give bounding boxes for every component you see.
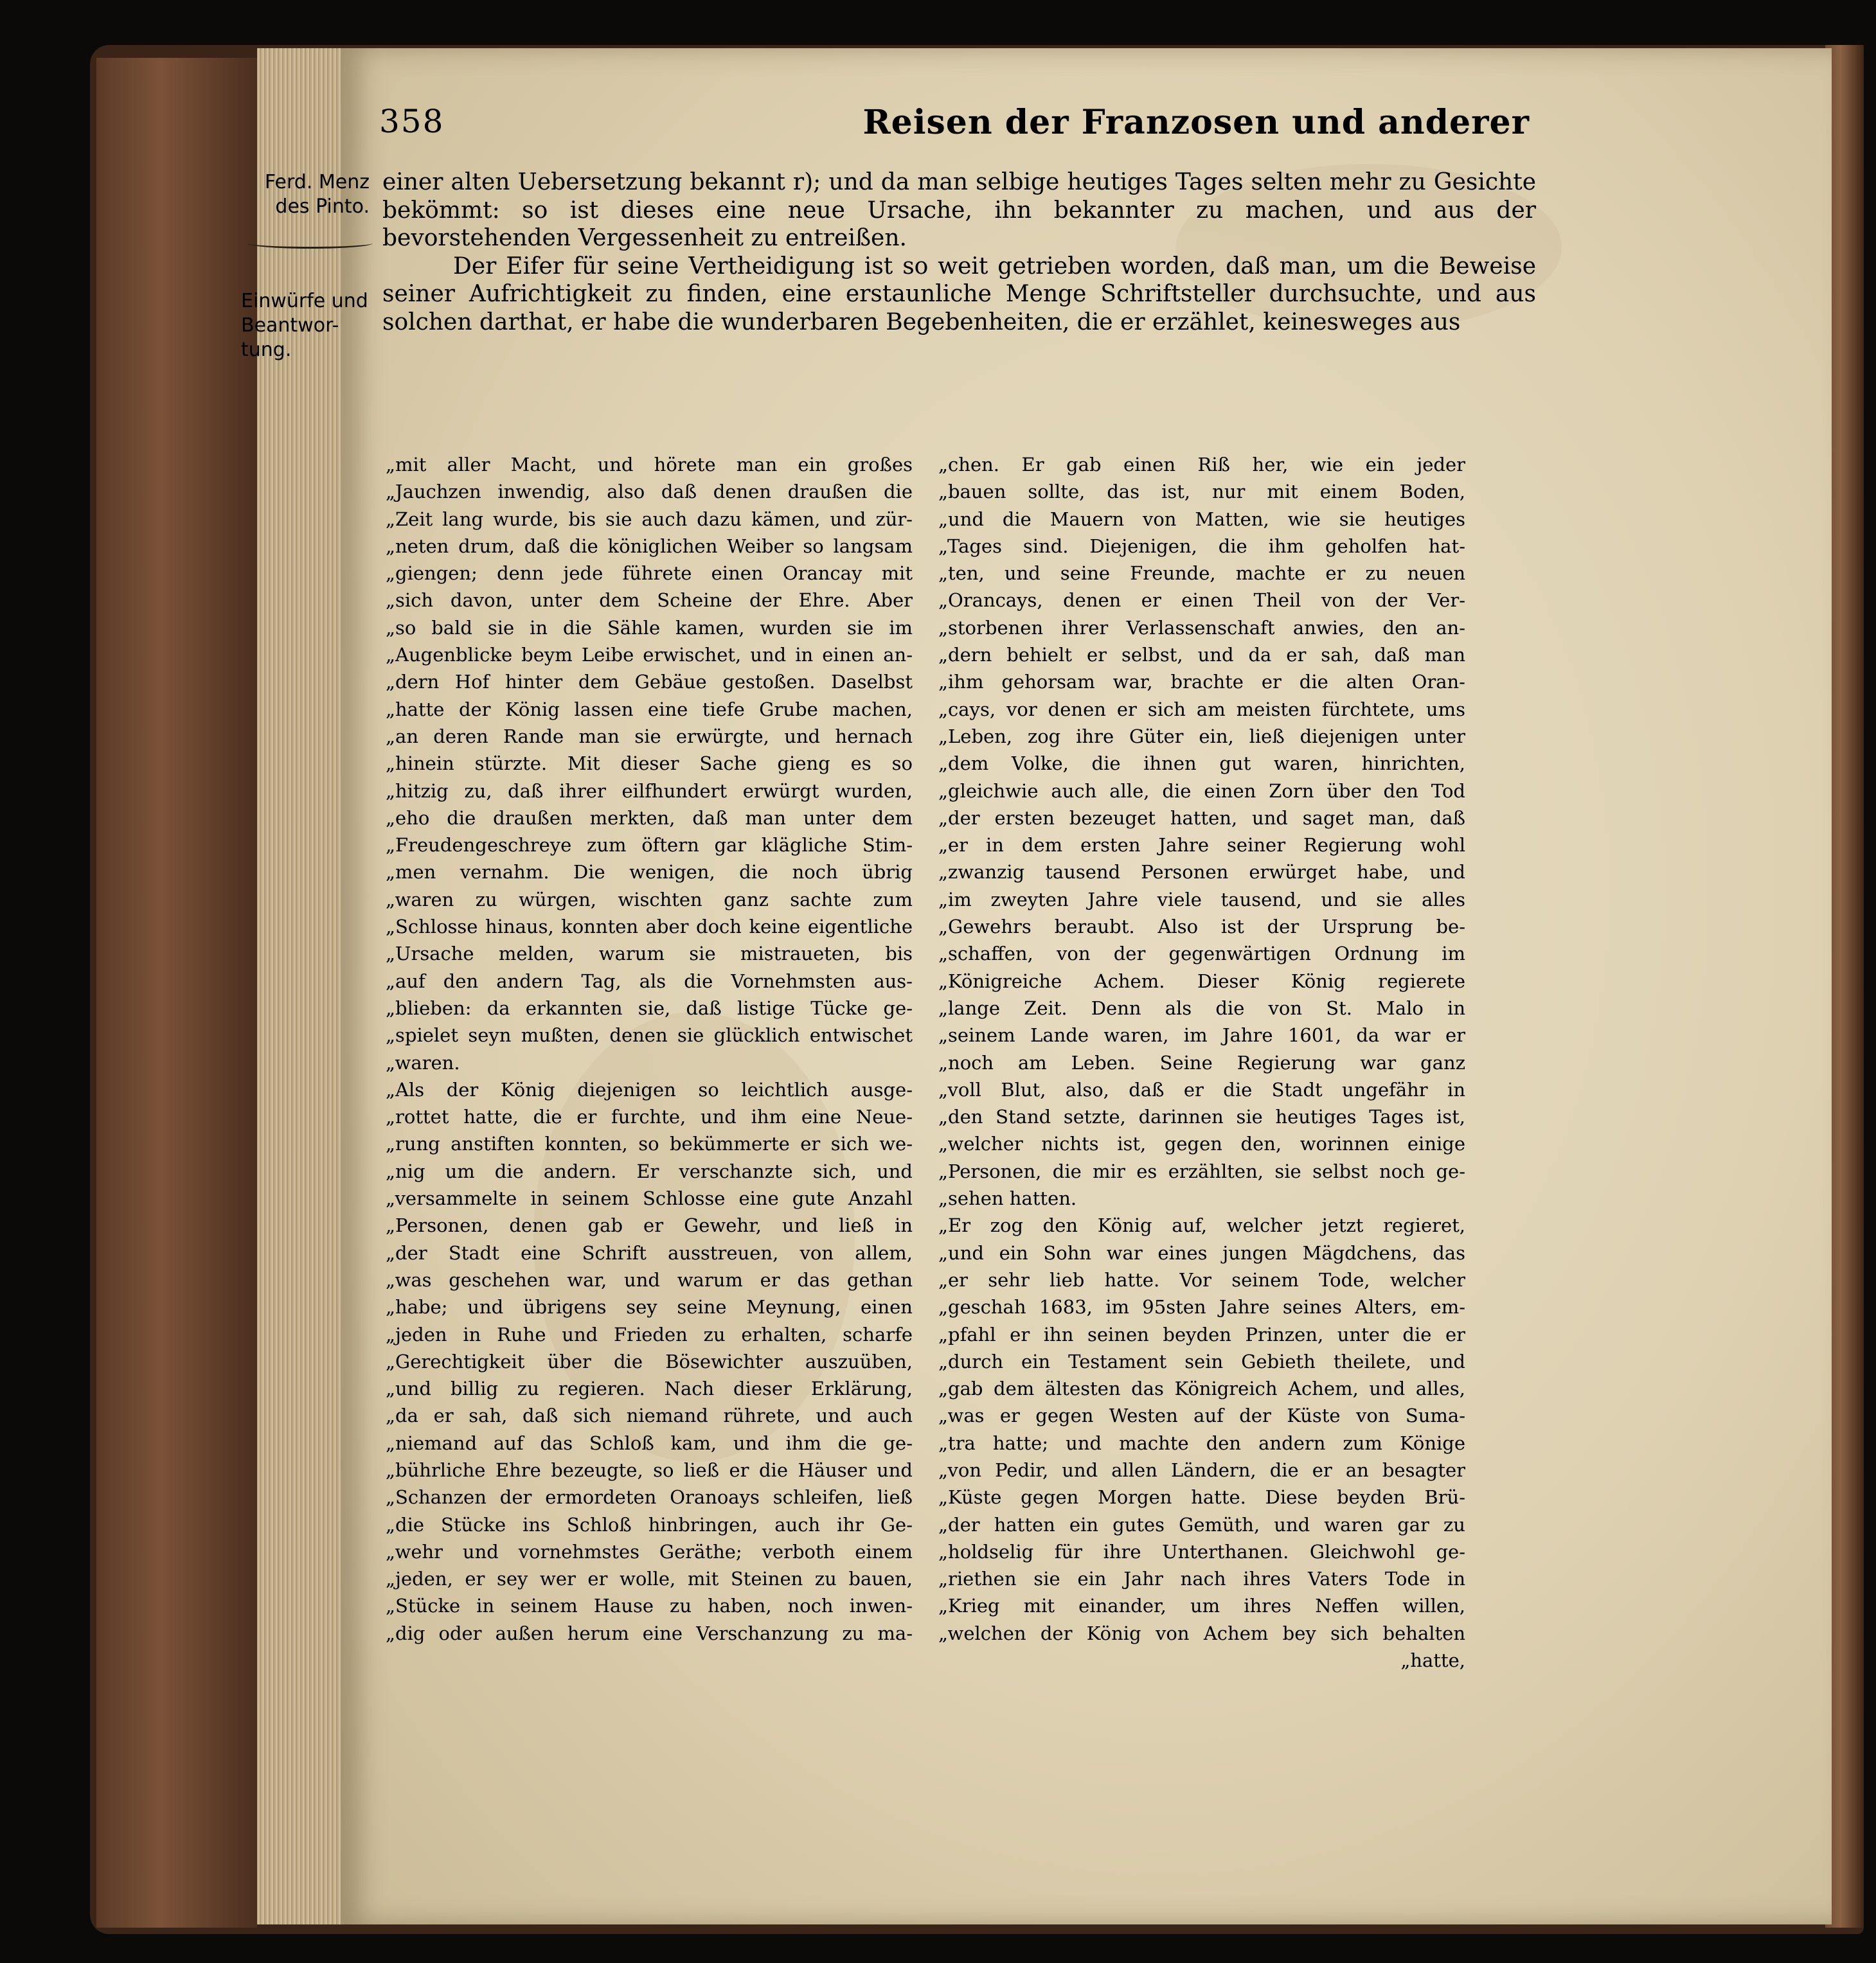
book-spine-edge — [96, 58, 257, 1928]
text-line: „was geschehen war, und warum er das gethan — [386, 1268, 913, 1291]
text-line: „durch ein Testament sein Gebieth theilete, und — [938, 1350, 1465, 1372]
text-line: „jeden, er sey wer er wolle, mit Steinen zu bauen, — [386, 1568, 913, 1590]
text-line: „schaffen, von der gegenwärtigen Ordnung im — [938, 943, 1465, 965]
text-line: „er sehr lieb hatte. Vor seinem Tode, welcher — [938, 1268, 1465, 1291]
text-line: „zwanzig tausend Personen erwürget habe, und — [938, 861, 1465, 884]
text-line: „Gerechtigkeit über die Bösewichter auszuüben, — [386, 1350, 913, 1372]
intro-paragraph-1: einer alten Uebersetzung bekannt r); und da man selbige heutiges Tages selten mehr zu Gesichte bekömmt: so ist dieses eine neue Ursache, ihn bekannter zu machen, und aus der bevorstehenden Vergessenheit zu entreißen. — [382, 169, 1536, 251]
text-line: „da er sah, daß sich niemand rührete, und auch — [386, 1405, 913, 1427]
text-line: „dem Volke, die ihnen gut waren, hinrichten, — [938, 752, 1465, 775]
text-line: „dig oder außen herum eine Verschanzung zu ma- — [386, 1622, 913, 1644]
text-line: „Küste gegen Morgen hatte. Diese beyden Brü- — [938, 1486, 1465, 1509]
text-line: „niemand auf das Schloß kam, und ihm die ge- — [386, 1432, 913, 1454]
text-line: „pfahl er ihn seinen beyden Prinzen, unter die er — [938, 1323, 1465, 1346]
text-line: „den Stand setzte, darinnen sie heutiges Tages ist, — [938, 1106, 1465, 1128]
text-line: „Gewehrs beraubt. Also ist der Ursprung be- — [938, 916, 1465, 938]
text-line: „gleichwie auch alle, die einen Zorn über den Tod — [938, 779, 1465, 802]
running-head — [379, 103, 1530, 154]
right-column — [938, 451, 1465, 1674]
text-line: „geschah 1683, im 95sten Jahre seines Alters, em- — [938, 1296, 1465, 1319]
text-line: „die Stücke ins Schloß hinbringen, auch ihr Ge- — [386, 1513, 913, 1536]
margin-note-topic: Einwürfe und Beantwor- tung. — [241, 290, 368, 361]
text-line: „waren. — [386, 1051, 460, 1074]
text-line: „storbenen ihrer Verlassenschaft anwies, den an- — [938, 616, 1465, 639]
text-line: „jeden in Ruhe und Frieden zu erhalten, scharfe — [386, 1323, 913, 1346]
text-line: „Er zog den König auf, welcher jetzt regieret, — [938, 1214, 1465, 1237]
intro-text — [382, 168, 1536, 336]
text-line: „rung anstiften konnten, so bekümmerte er sich we- — [386, 1133, 913, 1155]
text-line: „versammelte in seinem Schlosse eine gute Anzahl — [386, 1187, 913, 1210]
intro-paragraph-2: Der Eifer für seine Vertheidigung ist so weit getrieben worden, daß man, um die Beweise seiner Aufrichtigkeit zu finden, eine erstaunliche Menge Schriftsteller durchsuchte, und aus solchen darthat, er habe die wunderbaren Begebenheiten, die er erzählet, keinesweges aus — [382, 253, 1536, 335]
text-line: „mit aller Macht, und hörete man ein großes — [386, 454, 913, 475]
text-line: „Personen, denen gab er Gewehr, und ließ in — [386, 1214, 913, 1237]
text-line: „Orancays, denen er einen Theil von der Ver- — [938, 589, 1465, 612]
text-line: „giengen; denn jede führete einen Orancay mit — [386, 562, 913, 585]
text-line: „Als der König diejenigen so leichtlich ausge- — [386, 1078, 913, 1101]
text-line: „Königreiche Achem. Dieser König regierete — [938, 970, 1465, 992]
text-line: „Jauchzen inwendig, also daß denen draußen die — [386, 481, 913, 503]
text-line: „Leben, zog ihre Güter ein, ließ diejenigen unter — [938, 725, 1465, 747]
text-line: „rottet hatte, die er furchte, und ihm eine Neue- — [386, 1106, 913, 1128]
text-line: „Ursache melden, warum sie mistraueten, bis — [386, 943, 913, 965]
text-line: „der Stadt eine Schrift ausstreuen, von allem, — [386, 1241, 913, 1264]
text-line: „Schlosse hinaus, konnten aber doch keine eigentliche — [386, 916, 913, 938]
text-line: „gab dem ältesten das Königreich Achem, und alles, — [938, 1378, 1465, 1400]
text-line: „ihm gehorsam war, brachte er die alten Oran- — [938, 671, 1465, 693]
text-line: „sich davon, unter dem Scheine der Ehre. Aber — [386, 589, 913, 612]
text-line: „Stücke in seinem Hause zu haben, noch inwen- — [386, 1595, 913, 1617]
text-line: „men vernahm. Die wenigen, die noch übrig — [386, 861, 913, 884]
page-number: 358 — [379, 103, 445, 140]
text-line: „Schanzen der ermordeten Oranoays schleifen, ließ — [386, 1486, 913, 1509]
text-line: „bauen sollte, das ist, nur mit einem Boden, — [938, 481, 1465, 503]
text-line: „blieben: da erkannten sie, daß listige Tücke ge- — [386, 997, 913, 1019]
text-line: „Zeit lang wurde, bis sie auch dazu kämen, und zür- — [386, 508, 913, 530]
text-line: „hitzig zu, daß ihrer eilfhundert erwürgt wurden, — [386, 779, 913, 802]
text-line: „Personen, die mir es erzählten, sie selbst noch ge- — [938, 1160, 1465, 1182]
text-line: „und billig zu regieren. Nach dieser Erklärung, — [386, 1378, 913, 1400]
text-line: „wehr und vornehmstes Geräthe; verboth einem — [386, 1540, 913, 1563]
text-line: „neten drum, daß die königlichen Weiber so langsam — [386, 535, 913, 557]
text-line: „holdselig für ihre Unterthanen. Gleichwohl ge- — [938, 1540, 1465, 1563]
text-line: „im zweyten Jahre viele tausend, und sie alles — [938, 888, 1465, 910]
text-line: „und ein Sohn war eines jungen Mägdchens, das — [938, 1241, 1465, 1264]
text-line: „nig um die andern. Er verschanzte sich, und — [386, 1160, 913, 1182]
text-line: „sehen hatten. — [938, 1187, 1077, 1210]
text-line: „der hatten ein gutes Gemüth, und waren gar zu — [938, 1513, 1465, 1536]
text-line: „er in dem ersten Jahre seiner Regierung wohl — [938, 834, 1465, 857]
text-line: „riethen sie ein Jahr nach ihres Vaters Tode in — [938, 1568, 1465, 1590]
text-line: „waren zu würgen, wischten ganz sachte zum — [386, 888, 913, 910]
text-line: „dern Hof hinter dem Gebäue gestoßen. Daselbst — [386, 671, 913, 693]
text-line: „ten, und seine Freunde, machte er zu neuen — [938, 562, 1465, 585]
running-head-title: Reisen der Franzosen und anderer — [862, 103, 1530, 142]
left-column — [386, 451, 913, 1647]
text-line: „spielet seyn mußten, denen sie glücklich entwischet — [386, 1024, 913, 1047]
text-line: „der ersten bezeuget hatten, und saget man, daß — [938, 806, 1465, 829]
text-line: „so bald sie in die Sähle kamen, wurden sie im — [386, 616, 913, 639]
text-line: „voll Blut, also, daß er die Stadt ungefähr in — [938, 1078, 1465, 1101]
text-line: „noch am Leben. Seine Regierung war ganz — [938, 1051, 1465, 1074]
text-line: „Freudengeschreye zum öftern gar klägliche Stim- — [386, 834, 913, 857]
text-line: „Augenblicke beym Leibe erwischet, und in einen an- — [386, 644, 913, 666]
text-line: „an deren Rande man sie erwürgte, und hernach — [386, 725, 913, 747]
text-line: „seinem Lande waren, im Jahre 1601, da war er — [938, 1024, 1465, 1047]
text-line: „dern behielt er selbst, und da er sah, daß man — [938, 644, 1465, 666]
margin-note-flourish — [247, 238, 373, 249]
text-line: „auf den andern Tag, als die Vornehmsten aus- — [386, 970, 913, 992]
text-line: „Krieg mit einander, um ihres Neffen willen, — [938, 1595, 1465, 1617]
text-line: „was er gegen Westen auf der Küste von Suma- — [938, 1405, 1465, 1427]
text-line: „Tages sind. Diejenigen, die ihm geholfen hat- — [938, 535, 1465, 557]
text-line: „habe; und übrigens sey seine Meynung, einen — [386, 1296, 913, 1319]
text-line: „und die Mauern von Matten, wie sie heutiges — [938, 508, 1465, 530]
text-line: „chen. Er gab einen Riß her, wie ein jeder — [938, 454, 1465, 475]
margin-note-author: Ferd. Menz des Pinto. — [264, 171, 370, 218]
text-line: „lange Zeit. Denn als die von St. Malo in — [938, 997, 1465, 1019]
text-line: „hatte der König lassen eine tiefe Grube machen, — [386, 698, 913, 720]
text-line: „von Pedir, und allen Ländern, die er an besagter — [938, 1459, 1465, 1481]
text-line: „eho die draußen merkten, daß man unter dem — [386, 806, 913, 829]
text-line: „welchen der König von Achem bey sich behalten — [938, 1622, 1465, 1644]
text-line: „tra hatte; und machte den andern zum Könige — [938, 1432, 1465, 1454]
text-line: „hatte, — [1400, 1649, 1465, 1672]
text-line: „bührliche Ehre bezeugte, so ließ er die Häuser und — [386, 1459, 913, 1481]
text-line: „cays, vor denen er sich am meisten fürchtete, ums — [938, 698, 1465, 720]
text-line: „welcher nichts ist, gegen den, worinnen einige — [938, 1133, 1465, 1155]
text-line: „hinein stürzte. Mit dieser Sache gieng es so — [386, 752, 913, 775]
